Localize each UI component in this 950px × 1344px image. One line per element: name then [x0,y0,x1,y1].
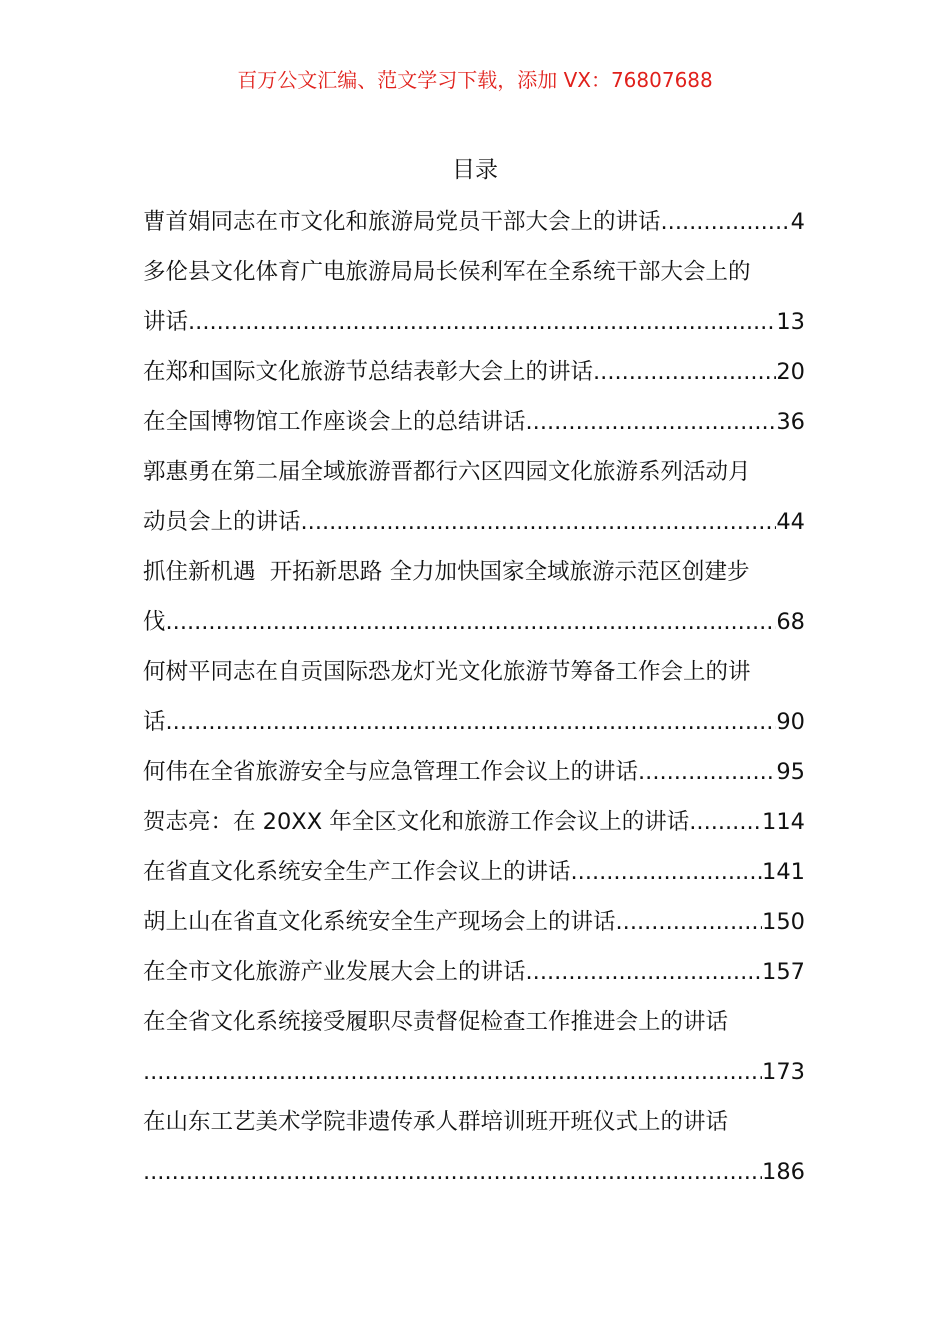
toc-entry-2-line1[interactable] [143,247,805,297]
toc-entry-page: 173 [762,1059,805,1085]
toc-entry-title: 在郑和国际文化旅游节总结表彰大会上的讲话 [143,359,594,385]
toc-entry-5-line2[interactable] [143,497,805,547]
toc-entry-page: 95 [776,759,805,785]
toc-entry-page: 150 [762,909,805,935]
toc-entry-13-line2[interactable] [143,1047,805,1097]
toc-entry-title: 伐 [143,609,166,635]
toc-entry-9[interactable] [143,797,805,847]
toc-entry-page: 20 [776,359,805,385]
toc-entry-13-line1[interactable] [143,997,805,1047]
toc-entry-page: 186 [762,1159,805,1185]
dot-leader [166,597,777,647]
toc-entry-page: 36 [776,409,805,435]
toc-entry-title: 话 [143,709,166,735]
toc-entry-10[interactable] [143,847,805,897]
header-banner [0,66,950,94]
toc-entry-page: 68 [776,609,805,635]
dot-leader [593,347,776,397]
toc-entry-page: 13 [776,309,805,335]
toc-entry-8[interactable] [143,747,805,797]
toc-entry-6-line1[interactable] [143,547,805,597]
dot-leader [616,897,763,947]
toc-entry-title: 何树平同志在自贡国际恐龙灯光文化旅游节筹备工作会上的讲 [143,659,751,685]
toc-entry-11[interactable] [143,897,805,947]
toc-entry-title: 讲话 [143,309,189,335]
toc-entry-7-line1[interactable] [143,647,805,697]
dot-leader [526,947,763,997]
toc-entry-12[interactable] [143,947,805,997]
dot-leader [638,747,776,797]
dot-leader [301,497,777,547]
toc-entry-7-line2[interactable] [143,697,805,747]
toc-entry-6-line2[interactable] [143,597,805,647]
toc-entry-title: 多伦县文化体育广电旅游局局长侯利军在全系统干部大会上的 [143,259,751,285]
toc-entry-title: 在全省文化系统接受履职尽责督促检查工作推进会上的讲话 [143,1009,729,1035]
dot-leader [526,397,777,447]
dot-leader [689,797,762,847]
toc-entry-title: 在山东工艺美术学院非遗传承人群培训班开班仪式上的讲话 [143,1109,729,1135]
toc-entry-title: 抓住新机遇 开拓新思路 全力加快国家全域旅游示范区创建步 [143,559,750,585]
toc-entry-page: 114 [762,809,805,835]
toc-entry-page: 44 [776,509,805,535]
table-of-contents [143,197,805,1197]
toc-entry-title: 胡上山在省直文化系统安全生产现场会上的讲话 [143,909,616,935]
dot-leader [188,297,776,347]
toc-entry-title: 在全国博物馆工作座谈会上的总结讲话 [143,409,526,435]
dot-leader [143,1147,762,1197]
toc-entry-title: 何伟在全省旅游安全与应急管理工作会议上的讲话 [143,759,639,785]
dot-leader [143,1047,762,1097]
toc-entry-5-line1[interactable] [143,447,805,497]
toc-entry-4[interactable] [143,397,805,447]
toc-entry-page: 141 [762,859,805,885]
page-title: 目录 [452,157,498,183]
header-text: 百万公文汇编、范文学习下载，添加 VX：76807688 [237,68,713,92]
dot-leader [571,847,763,897]
dot-leader [661,197,791,247]
toc-entry-page: 157 [762,959,805,985]
toc-entry-1[interactable] [143,197,805,247]
toc-entry-title: 曹首娟同志在市文化和旅游局党员干部大会上的讲话 [143,209,661,235]
toc-entry-page: 4 [790,209,805,235]
toc-entry-3[interactable] [143,347,805,397]
toc-entry-2-line2[interactable] [143,297,805,347]
toc-entry-title: 在全市文化旅游产业发展大会上的讲话 [143,959,526,985]
toc-entry-title: 在省直文化系统安全生产工作会议上的讲话 [143,859,571,885]
toc-entry-title: 贺志亮：在 20XX 年全区文化和旅游工作会议上的讲话 [143,809,690,835]
toc-entry-14-line1[interactable] [143,1097,805,1147]
toc-entry-title: 动员会上的讲话 [143,509,301,535]
dot-leader [166,697,777,747]
toc-entry-14-line2[interactable] [143,1147,805,1197]
toc-entry-page: 90 [776,709,805,735]
toc-entry-title: 郭惠勇在第二届全域旅游晋都行六区四园文化旅游系列活动月 [143,459,751,485]
